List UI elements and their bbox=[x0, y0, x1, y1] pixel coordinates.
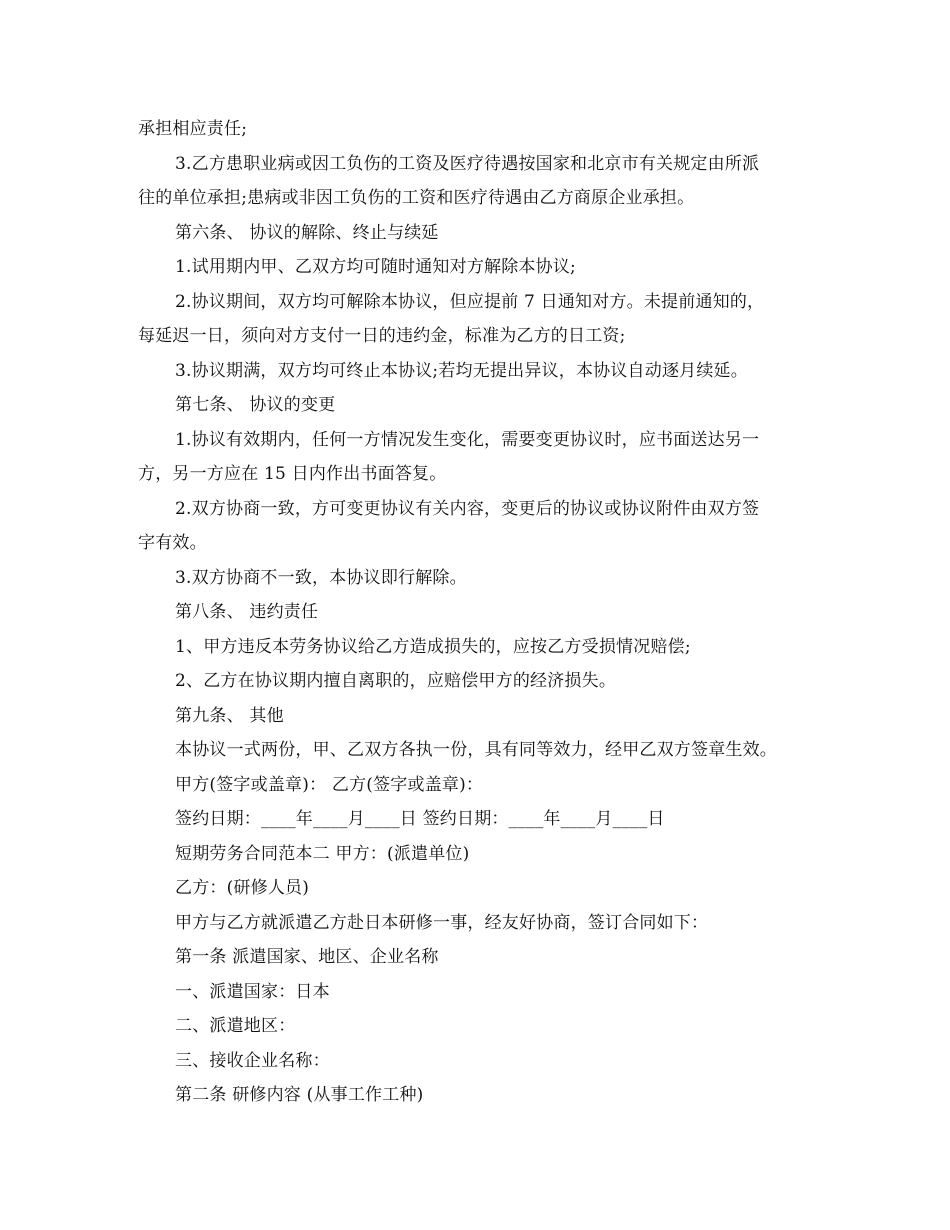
document-line: 承担相应责任; bbox=[138, 119, 248, 139]
document-body bbox=[138, 112, 828, 1113]
document-line: 2.协议期间，双方均可解除本协议，但应提前 7 日通知对方。未提前通知的， bbox=[175, 291, 765, 312]
document-line: 3.乙方患职业病或因工负伤的工资及医疗待遇按国家和北京市有关规定由所派 bbox=[175, 153, 760, 174]
document-line: 一、派遣国家：日本 bbox=[175, 981, 330, 1002]
document-line: 第二条 研修内容 (从事工作工种) bbox=[175, 1085, 424, 1105]
document-line: 本协议一式两份，甲、乙双方各执一份，具有同等效力，经甲乙双方签章生效。 bbox=[175, 740, 777, 760]
document-line: 2、乙方在协议期内擅自离职的，应赔偿甲方的经济损失。 bbox=[175, 671, 617, 691]
document-line: 3.协议期满，双方均可终止本协议;若均无提出异议，本协议自动逐月续延。 bbox=[175, 360, 748, 381]
document-line: 第七条、 协议的变更 bbox=[175, 395, 336, 415]
document-line: 1、甲方违反本劳务协议给乙方造成损失的，应按乙方受损情况赔偿; bbox=[175, 636, 691, 657]
document-line: 第九条、 其他 bbox=[175, 705, 284, 726]
document-line: 第六条、 协议的解除、终止与续延 bbox=[175, 222, 439, 243]
document-line: 1.试用期内甲、乙双方均可随时通知对方解除本协议; bbox=[175, 257, 576, 277]
document-line: 每延迟一日，须向对方支付一日的违约金，标准为乙方的日工资; bbox=[138, 326, 626, 346]
document-line: 甲方(签字或盖章)： 乙方(签字或盖章)： bbox=[175, 774, 484, 795]
document-line: 往的单位承担;患病或非因工负伤的工资和医疗待遇由乙方商原企业承担。 bbox=[138, 188, 695, 208]
document-line: 乙方：(研修人员) bbox=[175, 878, 310, 898]
document-line: 3.双方协商不一致，本协议即行解除。 bbox=[175, 567, 467, 588]
document-line: 签约日期：____年____月____日 签约日期：____年____月____日 bbox=[175, 809, 665, 829]
document-line: 字有效。 bbox=[138, 533, 207, 553]
document-line: 三、接收企业名称： bbox=[175, 1050, 330, 1071]
document-line: 第一条 派遣国家、地区、企业名称 bbox=[175, 947, 439, 967]
document-line: 短期劳务合同范本二 甲方：(派遣单位) bbox=[175, 843, 470, 864]
document-line: 方，另一方应在 15 日内作出书面答复。 bbox=[138, 464, 447, 484]
document-line: 第八条、 违约责任 bbox=[175, 602, 319, 622]
document-line: 二、派遣地区： bbox=[175, 1016, 296, 1036]
document-line: 1.协议有效期内，任何一方情况发生变化，需要变更协议时，应书面送达另一 bbox=[175, 429, 760, 450]
document-line: 甲方与乙方就派遣乙方赴日本研修一事，经友好协商，签订合同如下： bbox=[175, 912, 709, 933]
document-line: 2.双方协商一致，方可变更协议有关内容，变更后的协议或协议附件由双方签 bbox=[175, 498, 760, 519]
